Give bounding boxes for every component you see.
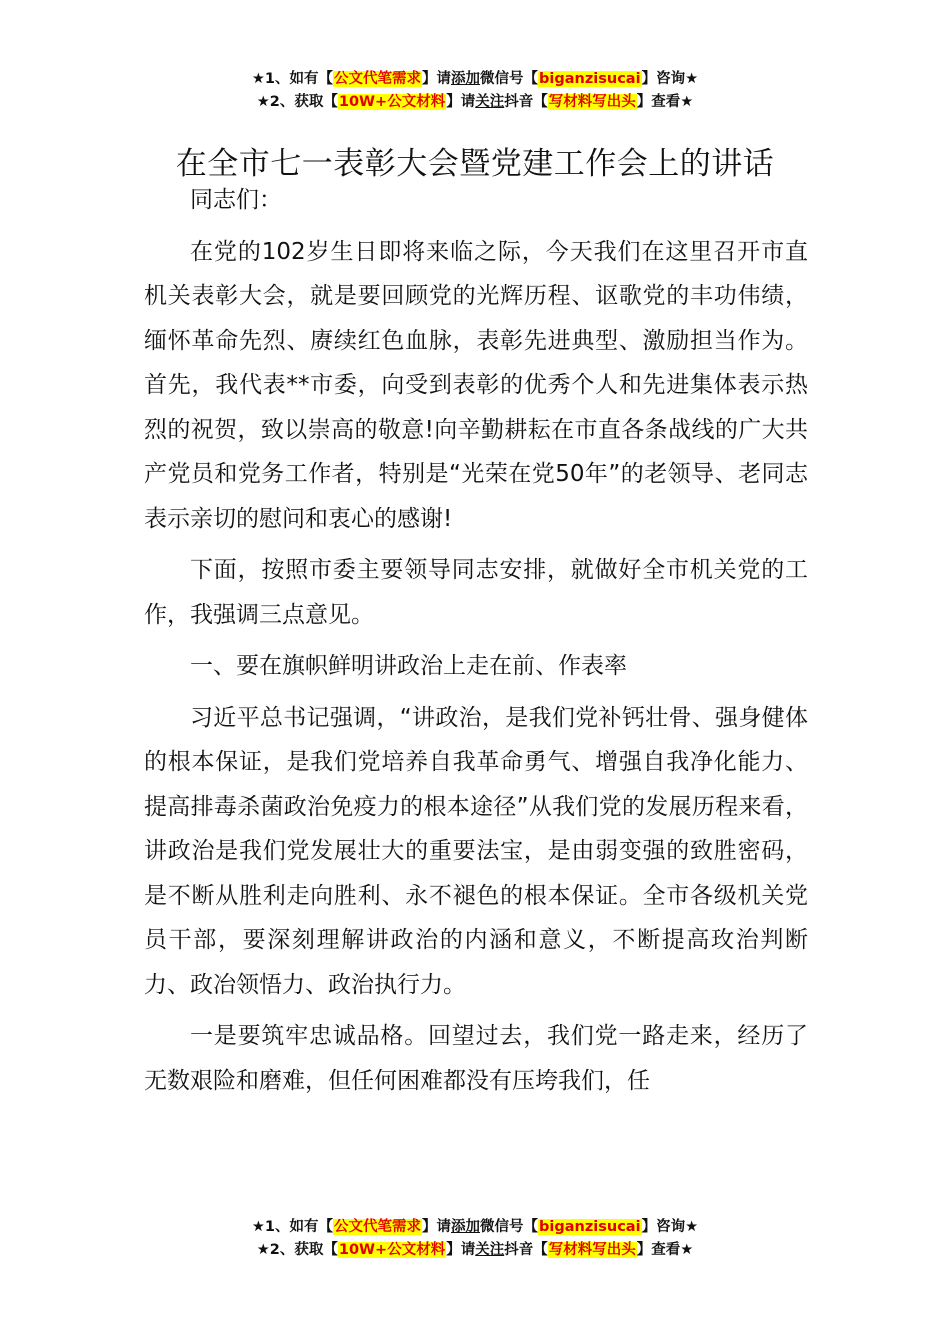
- add-link[interactable]: 添加: [451, 71, 481, 87]
- banner-line-1: [0, 1216, 950, 1239]
- wechat-id-highlight: biganzisucai: [539, 1219, 641, 1235]
- salutation: 同志们：: [190, 187, 282, 213]
- body-paragraph: 一是要筑牢忠诚品格。回望过去，我们党一路走来，经历了无数艰险和磨难，但任何困难都没有压垮我们，任: [144, 1023, 808, 1094]
- section-heading: 一、要在旗帜鲜明讲政治上走在前、作表率: [190, 653, 627, 679]
- document-body: [144, 178, 808, 1110]
- header-banner: [0, 68, 950, 114]
- douyin-account-highlight: 写材料写出头: [548, 1242, 636, 1258]
- banner-text: 抖音【: [504, 94, 548, 110]
- banner-text: ★2、获取【: [256, 1242, 338, 1258]
- document-title: 在全市七一表彰大会暨党建工作会上的讲话: [175, 145, 775, 182]
- follow-link[interactable]: 关注: [475, 94, 505, 110]
- banner-text: 】请: [446, 1242, 476, 1258]
- banner-text: 】请: [446, 94, 476, 110]
- banner-text: ★2、获取【: [256, 94, 338, 110]
- banner-line-1: [0, 68, 950, 91]
- banner-text: ★1、如有【: [251, 71, 334, 87]
- banner-text: 】请: [422, 1219, 452, 1235]
- add-link[interactable]: 添加: [451, 1219, 481, 1235]
- banner-text: ★1、如有【: [251, 1219, 334, 1235]
- banner-text: 微信号【: [480, 1219, 539, 1235]
- banner-text: 微信号【: [480, 71, 539, 87]
- banner-text: 】查看★: [636, 94, 694, 110]
- banner-text: 】请: [422, 71, 452, 87]
- body-paragraph: 在党的102岁生日即将来临之际，今天我们在这里召开市直机关表彰大会，就是要回顾党的光辉历程、讴歌党的丰功伟绩，缅怀革命先烈、赓续红色血脉，表彰先进典型、激励担当作为。首先，我代表**市委，向受到表彰的优秀个人和先进集体表示热烈的祝贺，致以崇高的敬意!向辛勤耕耘在市直各条战线的广大共产党员和党务工作者，特别是“光荣在党50年”的老领导、老同志表示亲切的慰问和衷心的感谢!: [144, 238, 808, 532]
- service-highlight: 公文代笔需求: [334, 71, 422, 87]
- banner-text: 】咨询★: [641, 1219, 699, 1235]
- banner-text: 】咨询★: [641, 71, 699, 87]
- service-highlight: 公文代笔需求: [334, 1219, 422, 1235]
- footer-banner: [0, 1216, 950, 1262]
- materials-highlight: 10W+公文材料: [338, 1242, 446, 1258]
- materials-highlight: 10W+公文材料: [338, 94, 446, 110]
- follow-link[interactable]: 关注: [475, 1242, 505, 1258]
- banner-line-2: [0, 1239, 950, 1262]
- banner-text: 】查看★: [636, 1242, 694, 1258]
- douyin-account-highlight: 写材料写出头: [548, 94, 636, 110]
- wechat-id-highlight: biganzisucai: [539, 71, 641, 87]
- banner-line-2: [0, 91, 950, 114]
- body-paragraph: 习近平总书记强调，“讲政治，是我们党补钙壮骨、强身健体的根本保证，是我们党培养自我革命勇气、增强自我净化能力、提高排毒杀菌政治免疫力的根本途径”从我们党的发展历程来看，讲政治是我们党发展壮大的重要法宝，是由弱变强的致胜密码，是不断从胜利走向胜利、永不褪色的根本保证。全市各级机关党员干部，要深刻理解讲政治的内涵和意义，不断提高玫治判断力、政冶领悟力、政治执行力。: [144, 704, 808, 998]
- body-paragraph: 下面，按照市委主要领导同志安排，就做好全市机关党的工作，我强调三点意见。: [144, 557, 808, 628]
- banner-text: 抖音【: [504, 1242, 548, 1258]
